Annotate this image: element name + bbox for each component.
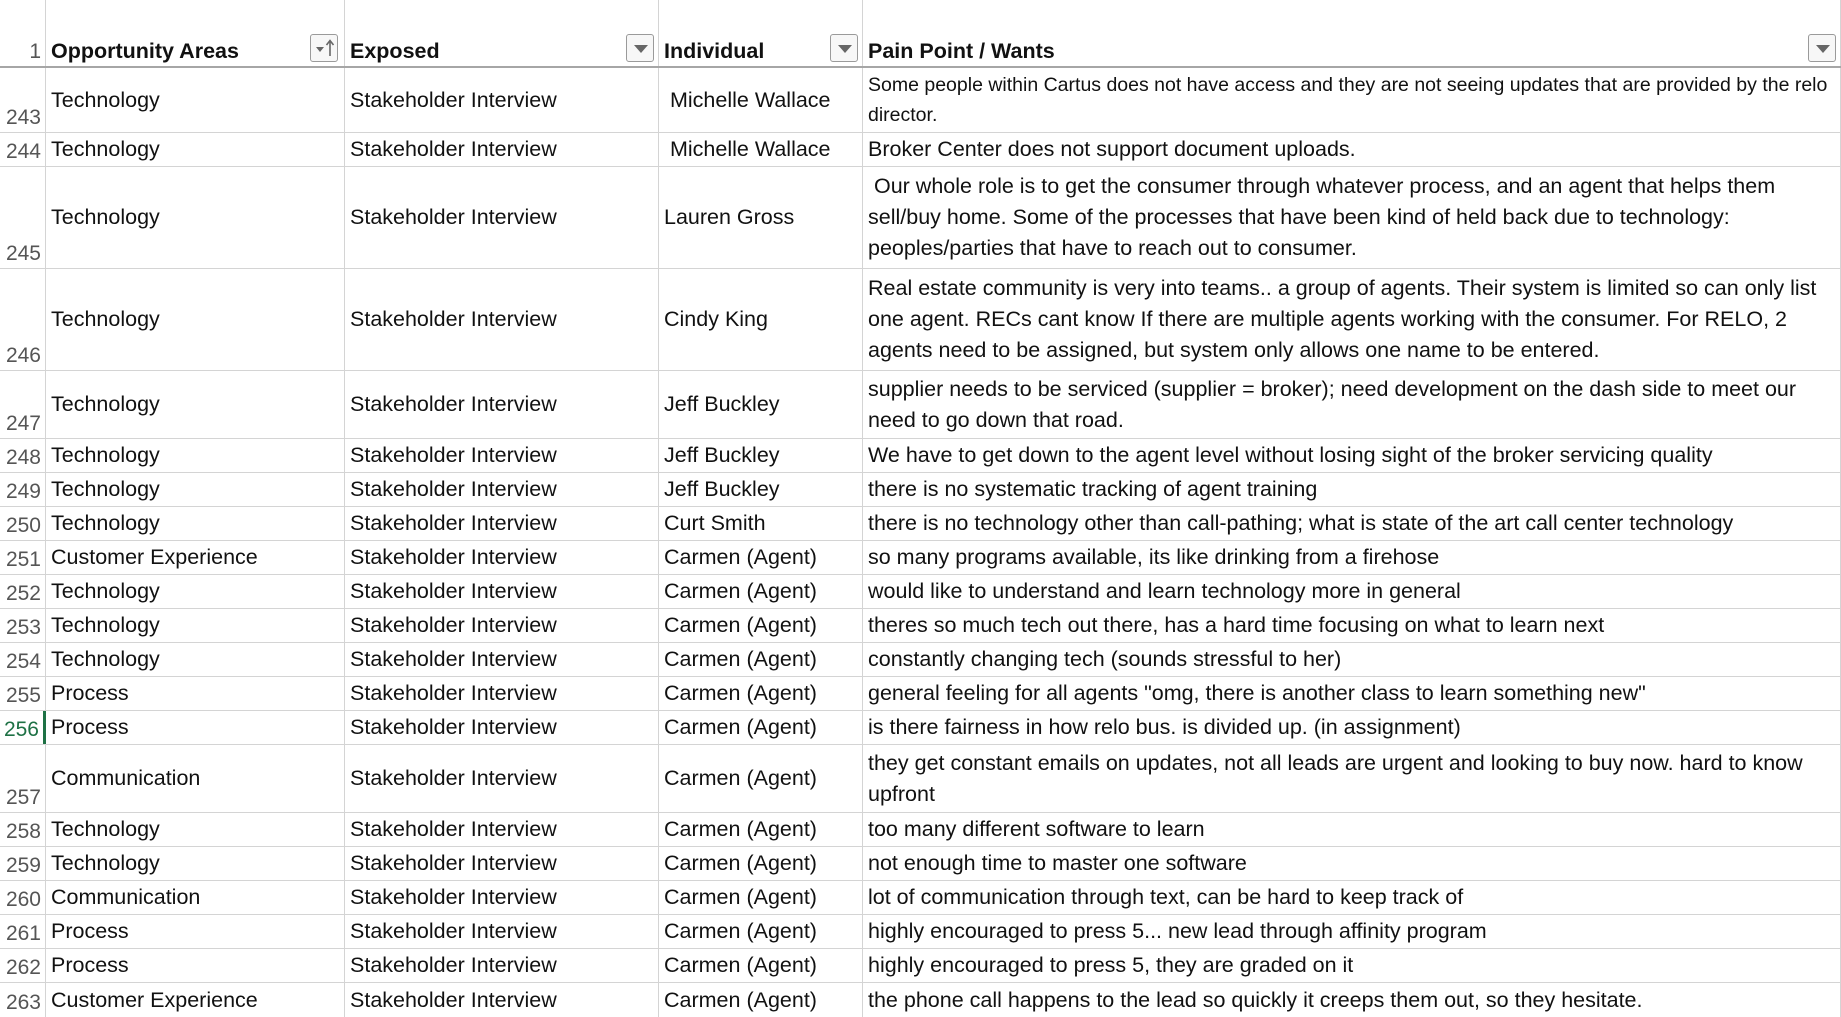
row-number[interactable]: 255 bbox=[0, 677, 46, 710]
row-number[interactable]: 258 bbox=[0, 813, 46, 846]
cell-opportunity-area[interactable]: Customer Experience bbox=[46, 983, 345, 1017]
cell-pain-point[interactable]: general feeling for all agents "omg, there is another class to learn something new" bbox=[863, 677, 1841, 710]
cell-individual[interactable]: Carmen (Agent) bbox=[659, 541, 863, 574]
table-row bbox=[0, 541, 1841, 575]
row-number[interactable]: 260 bbox=[0, 881, 46, 914]
table-row bbox=[0, 745, 1841, 813]
row-number[interactable]: 246 bbox=[0, 269, 46, 370]
cell-pain-point[interactable]: Our whole role is to get the consumer through whatever process, and an agent that helps them sell/buy home. Some of the processes that have been kind of held back due to technology: peoples/parties that have to reach out to consumer. bbox=[863, 167, 1841, 268]
cell-opportunity-area[interactable]: Technology bbox=[46, 507, 345, 540]
column-header-pain-point-wants[interactable] bbox=[863, 0, 1841, 66]
cell-individual[interactable]: Carmen (Agent) bbox=[659, 915, 863, 948]
cell-opportunity-area[interactable]: Process bbox=[46, 915, 345, 948]
row-number[interactable]: 261 bbox=[0, 915, 46, 948]
cell-individual[interactable]: Curt Smith bbox=[659, 507, 863, 540]
cell-pain-point[interactable]: Broker Center does not support document uploads. bbox=[863, 133, 1841, 166]
cell-exposed[interactable]: Stakeholder Interview bbox=[345, 439, 659, 472]
cell-pain-point[interactable]: We have to get down to the agent level without losing sight of the broker servicing quality bbox=[863, 439, 1841, 472]
cell-individual[interactable]: Lauren Gross bbox=[659, 167, 863, 268]
cell-exposed[interactable]: Stakeholder Interview bbox=[345, 575, 659, 608]
cell-individual[interactable]: Carmen (Agent) bbox=[659, 677, 863, 710]
cell-opportunity-area[interactable]: Communication bbox=[46, 881, 345, 914]
table-row bbox=[0, 371, 1841, 439]
cell-pain-point[interactable]: Some people within Cartus does not have access and they are not seeing updates that are provided by the relo director. bbox=[863, 68, 1841, 132]
table-row bbox=[0, 167, 1841, 269]
cell-opportunity-area[interactable]: Technology bbox=[46, 167, 345, 268]
row-number-active[interactable]: 256 bbox=[0, 711, 46, 744]
cell-opportunity-area[interactable]: Customer Experience bbox=[46, 541, 345, 574]
table-row bbox=[0, 643, 1841, 677]
sort-ascending-filter-icon[interactable] bbox=[310, 34, 338, 62]
cell-exposed[interactable]: Stakeholder Interview bbox=[345, 813, 659, 846]
column-header-individual[interactable] bbox=[659, 0, 863, 66]
column-header-label: Opportunity Areas bbox=[51, 39, 239, 63]
cell-individual[interactable]: Carmen (Agent) bbox=[659, 609, 863, 642]
cell-exposed[interactable]: Stakeholder Interview bbox=[345, 915, 659, 948]
cell-pain-point[interactable]: so many programs available, its like drinking from a firehose bbox=[863, 541, 1841, 574]
cell-opportunity-area[interactable]: Technology bbox=[46, 269, 345, 370]
cell-opportunity-area[interactable]: Process bbox=[46, 949, 345, 982]
row-number[interactable]: 248 bbox=[0, 439, 46, 472]
cell-exposed[interactable]: Stakeholder Interview bbox=[345, 371, 659, 438]
table-row bbox=[0, 68, 1841, 133]
cell-individual[interactable]: Cindy King bbox=[659, 269, 863, 370]
cell-individual[interactable]: Carmen (Agent) bbox=[659, 813, 863, 846]
table-row bbox=[0, 983, 1841, 1017]
cell-exposed[interactable]: Stakeholder Interview bbox=[345, 167, 659, 268]
cell-opportunity-area[interactable]: Communication bbox=[46, 745, 345, 812]
header-row bbox=[0, 0, 1841, 68]
cell-exposed[interactable]: Stakeholder Interview bbox=[345, 983, 659, 1017]
cell-individual[interactable]: Carmen (Agent) bbox=[659, 847, 863, 880]
cell-exposed[interactable]: Stakeholder Interview bbox=[345, 745, 659, 812]
cell-exposed[interactable]: Stakeholder Interview bbox=[345, 711, 659, 744]
cell-pain-point[interactable]: is there fairness in how relo bus. is divided up. (in assignment) bbox=[863, 711, 1841, 744]
table-row bbox=[0, 269, 1841, 371]
table-row bbox=[0, 677, 1841, 711]
cell-individual[interactable]: Jeff Buckley bbox=[659, 371, 863, 438]
cell-pain-point[interactable]: too many different software to learn bbox=[863, 813, 1841, 846]
dropdown-filter-icon[interactable] bbox=[1808, 34, 1836, 62]
cell-opportunity-area[interactable]: Technology bbox=[46, 133, 345, 166]
column-header-label: Pain Point / Wants bbox=[868, 39, 1055, 63]
cell-exposed[interactable]: Stakeholder Interview bbox=[345, 507, 659, 540]
row-number[interactable]: 245 bbox=[0, 167, 46, 268]
cell-exposed[interactable]: Stakeholder Interview bbox=[345, 643, 659, 676]
cell-opportunity-area[interactable]: Technology bbox=[46, 473, 345, 506]
row-number[interactable]: 251 bbox=[0, 541, 46, 574]
cell-opportunity-area[interactable]: Process bbox=[46, 711, 345, 744]
row-number[interactable]: 257 bbox=[0, 745, 46, 812]
cell-pain-point[interactable]: highly encouraged to press 5... new lead through affinity program bbox=[863, 915, 1841, 948]
column-header-opportunity-areas[interactable] bbox=[46, 0, 345, 66]
row-number[interactable]: 253 bbox=[0, 609, 46, 642]
cell-individual[interactable]: Carmen (Agent) bbox=[659, 983, 863, 1017]
cell-pain-point[interactable]: they get constant emails on updates, not all leads are urgent and looking to buy now. hard to know upfront bbox=[863, 745, 1841, 812]
row-number[interactable]: 244 bbox=[0, 133, 46, 166]
cell-individual[interactable]: Michelle Wallace bbox=[659, 133, 863, 166]
row-number[interactable]: 247 bbox=[0, 371, 46, 438]
cell-individual[interactable]: Jeff Buckley bbox=[659, 473, 863, 506]
table-row bbox=[0, 711, 1841, 745]
dropdown-filter-icon[interactable] bbox=[830, 34, 858, 62]
cell-opportunity-area[interactable]: Technology bbox=[46, 371, 345, 438]
cell-exposed[interactable]: Stakeholder Interview bbox=[345, 949, 659, 982]
row-number[interactable]: 250 bbox=[0, 507, 46, 540]
cell-pain-point[interactable]: theres so much tech out there, has a hard time focusing on what to learn next bbox=[863, 609, 1841, 642]
cell-opportunity-area[interactable]: Technology bbox=[46, 575, 345, 608]
cell-pain-point[interactable]: would like to understand and learn technology more in general bbox=[863, 575, 1841, 608]
table-row bbox=[0, 949, 1841, 983]
table-row bbox=[0, 881, 1841, 915]
table-row bbox=[0, 507, 1841, 541]
table-row bbox=[0, 915, 1841, 949]
row-number[interactable]: 249 bbox=[0, 473, 46, 506]
row-number[interactable]: 1 bbox=[0, 0, 46, 66]
cell-individual[interactable]: Carmen (Agent) bbox=[659, 881, 863, 914]
cell-pain-point[interactable]: there is no technology other than call-pathing; what is state of the art call center technology bbox=[863, 507, 1841, 540]
table-row bbox=[0, 813, 1841, 847]
row-number[interactable]: 259 bbox=[0, 847, 46, 880]
row-number[interactable]: 262 bbox=[0, 949, 46, 982]
cell-opportunity-area[interactable]: Technology bbox=[46, 643, 345, 676]
cell-individual[interactable]: Carmen (Agent) bbox=[659, 643, 863, 676]
cell-exposed[interactable]: Stakeholder Interview bbox=[345, 473, 659, 506]
row-number[interactable]: 263 bbox=[0, 983, 46, 1017]
cell-pain-point[interactable]: lot of communication through text, can be hard to keep track of bbox=[863, 881, 1841, 914]
cell-exposed[interactable]: Stakeholder Interview bbox=[345, 541, 659, 574]
table-row bbox=[0, 473, 1841, 507]
cell-exposed[interactable]: Stakeholder Interview bbox=[345, 269, 659, 370]
cell-exposed[interactable]: Stakeholder Interview bbox=[345, 68, 659, 132]
cell-individual[interactable]: Carmen (Agent) bbox=[659, 575, 863, 608]
table-row bbox=[0, 133, 1841, 167]
cell-pain-point[interactable]: the phone call happens to the lead so quickly it creeps them out, so they hesitate. bbox=[863, 983, 1841, 1017]
table-row bbox=[0, 609, 1841, 643]
cell-opportunity-area[interactable]: Technology bbox=[46, 813, 345, 846]
column-header-exposed[interactable] bbox=[345, 0, 659, 66]
cell-opportunity-area[interactable]: Technology bbox=[46, 609, 345, 642]
cell-individual[interactable]: Carmen (Agent) bbox=[659, 711, 863, 744]
cell-pain-point[interactable]: highly encouraged to press 5, they are graded on it bbox=[863, 949, 1841, 982]
cell-individual[interactable]: Carmen (Agent) bbox=[659, 745, 863, 812]
table-row bbox=[0, 575, 1841, 609]
column-header-label: Exposed bbox=[350, 39, 440, 63]
cell-exposed[interactable]: Stakeholder Interview bbox=[345, 881, 659, 914]
cell-opportunity-area[interactable]: Technology bbox=[46, 847, 345, 880]
cell-individual[interactable]: Michelle Wallace bbox=[659, 68, 863, 132]
dropdown-filter-icon[interactable] bbox=[626, 34, 654, 62]
cell-exposed[interactable]: Stakeholder Interview bbox=[345, 609, 659, 642]
cell-exposed[interactable]: Stakeholder Interview bbox=[345, 847, 659, 880]
cell-exposed[interactable]: Stakeholder Interview bbox=[345, 677, 659, 710]
cell-opportunity-area[interactable]: Process bbox=[46, 677, 345, 710]
cell-opportunity-area[interactable]: Technology bbox=[46, 439, 345, 472]
row-number[interactable]: 252 bbox=[0, 575, 46, 608]
row-number[interactable]: 254 bbox=[0, 643, 46, 676]
cell-pain-point[interactable]: there is no systematic tracking of agent training bbox=[863, 473, 1841, 506]
cell-pain-point[interactable]: not enough time to master one software bbox=[863, 847, 1841, 880]
cell-opportunity-area[interactable]: Technology bbox=[46, 68, 345, 132]
table-row bbox=[0, 439, 1841, 473]
row-number[interactable]: 243 bbox=[0, 68, 46, 132]
cell-pain-point[interactable]: constantly changing tech (sounds stressful to her) bbox=[863, 643, 1841, 676]
table-row bbox=[0, 847, 1841, 881]
cell-pain-point[interactable]: Real estate community is very into teams.. a group of agents. Their system is limited so can only list one agent. RECs cant know If there are multiple agents working with the consumer. For RELO, 2 agents need to be assigned, but system only allows one name to be entered. bbox=[863, 269, 1841, 370]
column-header-label: Individual bbox=[664, 39, 765, 63]
cell-individual[interactable]: Carmen (Agent) bbox=[659, 949, 863, 982]
cell-exposed[interactable]: Stakeholder Interview bbox=[345, 133, 659, 166]
cell-pain-point[interactable]: supplier needs to be serviced (supplier = broker); need development on the dash side to meet our need to go down that road. bbox=[863, 371, 1841, 438]
cell-individual[interactable]: Jeff Buckley bbox=[659, 439, 863, 472]
